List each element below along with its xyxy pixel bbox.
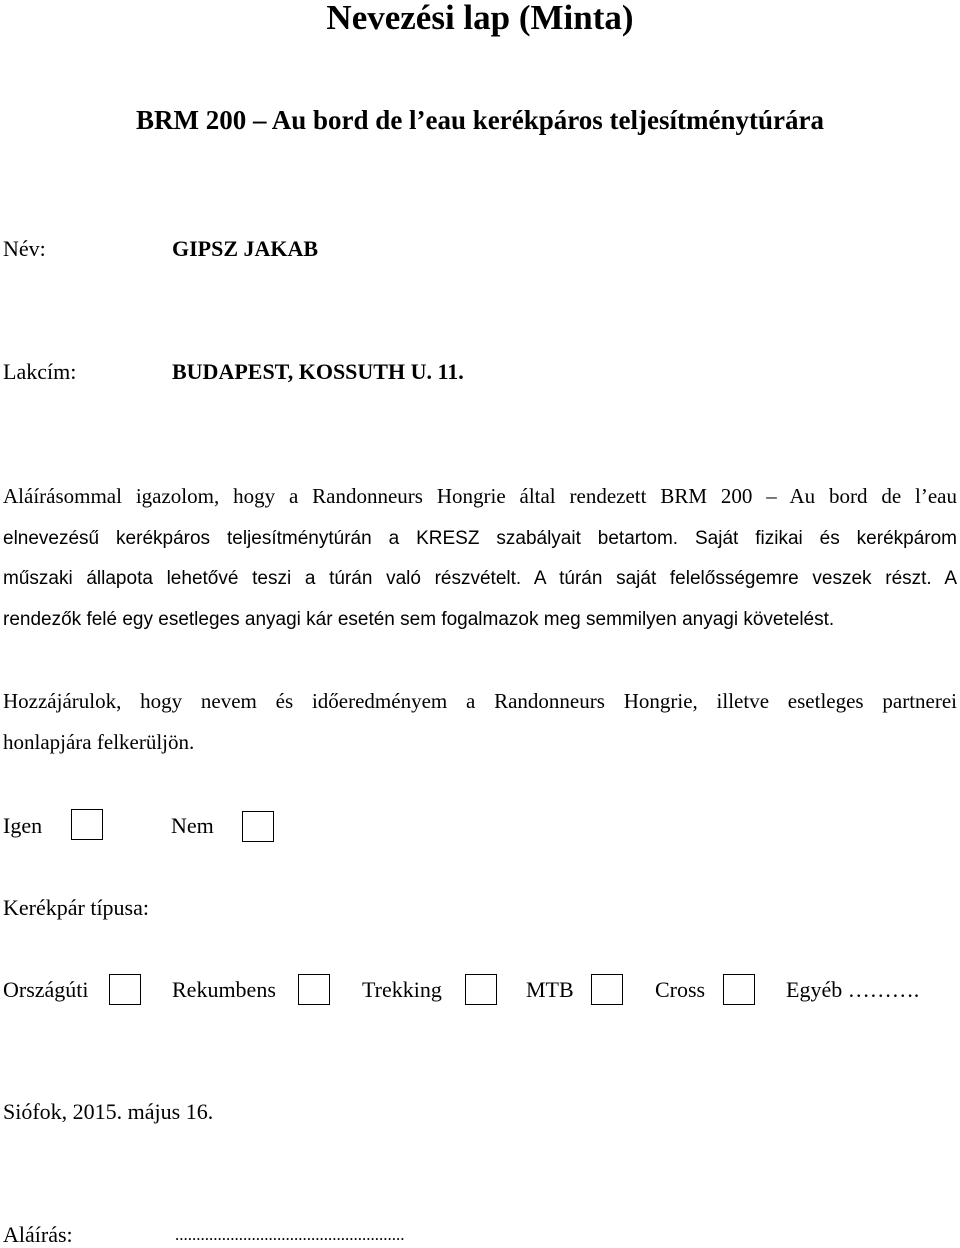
- bike-type-road-checkbox[interactable]: [109, 974, 141, 1005]
- bike-type-road-label: Országúti: [3, 977, 89, 1002]
- place-date: Siófok, 2015. május 16.: [3, 1099, 214, 1124]
- bike-type-mtb-checkbox[interactable]: [591, 974, 623, 1005]
- consent-line-1: Hozzájárulok, hogy nevem és időeredményem a Randonneurs Hongrie, illetve esetleges partnerei: [3, 689, 957, 713]
- page-subtitle: BRM 200 – Au bord de l’eau kerékpáros teljesítménytúrára: [136, 105, 824, 135]
- declaration-line-2: elnevezésű kerékpáros teljesítménytúrán a KRESZ szabályait betartom.: [3, 528, 679, 549]
- name-label: Név:: [3, 236, 46, 261]
- bike-type-cross-label: Cross: [655, 977, 706, 1002]
- consent-yes-label: Igen: [3, 813, 43, 838]
- name-value: GIPSZ JAKAB: [172, 236, 319, 261]
- address-value: BUDAPEST, KOSSUTH U. 11.: [172, 359, 464, 384]
- signature-label: Aláírás:: [3, 1222, 73, 1247]
- declaration-line-1: Aláírásommal igazolom, hogy a Randonneurs Hongrie által rendezett BRM 200 – Au bord de l’eau: [3, 484, 957, 508]
- bike-type-other-label: Egyéb ……….: [786, 977, 920, 1002]
- signature-line[interactable]: ......................................................: [175, 1225, 405, 1244]
- page-title: Nevezési lap (Minta): [326, 0, 634, 37]
- declaration-line-2-wrap: [3, 517, 957, 558]
- declaration-line-2-cont: Saját fizikai és kerékpárom: [678, 528, 957, 549]
- consent-line-2: honlapjára felkerüljön.: [3, 730, 195, 754]
- bike-type-recumbent-label: Rekumbens: [172, 977, 276, 1002]
- address-label: Lakcím:: [3, 359, 77, 384]
- declaration-line-4: rendezők felé egy esetleges anyagi kár esetén sem fogalmazok meg semmilyen anyagi követelést.: [3, 609, 835, 630]
- consent-no-label: Nem: [171, 813, 214, 838]
- consent-paragraph: [3, 681, 957, 763]
- bike-type-trekking-label: Trekking: [362, 977, 442, 1002]
- bike-type-label: Kerékpár típusa:: [3, 895, 149, 920]
- bike-type-recumbent-checkbox[interactable]: [298, 974, 330, 1005]
- declaration-line-3: műszaki állapota lehetővé teszi a túrán való részvételt. A túrán saját felelősségemre veszek részt. A: [3, 568, 957, 589]
- bike-type-trekking-checkbox[interactable]: [465, 974, 497, 1005]
- bike-type-cross-checkbox[interactable]: [723, 974, 755, 1005]
- consent-yes-checkbox[interactable]: [71, 809, 103, 840]
- declaration-paragraph: [3, 476, 957, 640]
- consent-no-checkbox[interactable]: [242, 811, 274, 842]
- bike-type-mtb-label: MTB: [526, 977, 574, 1002]
